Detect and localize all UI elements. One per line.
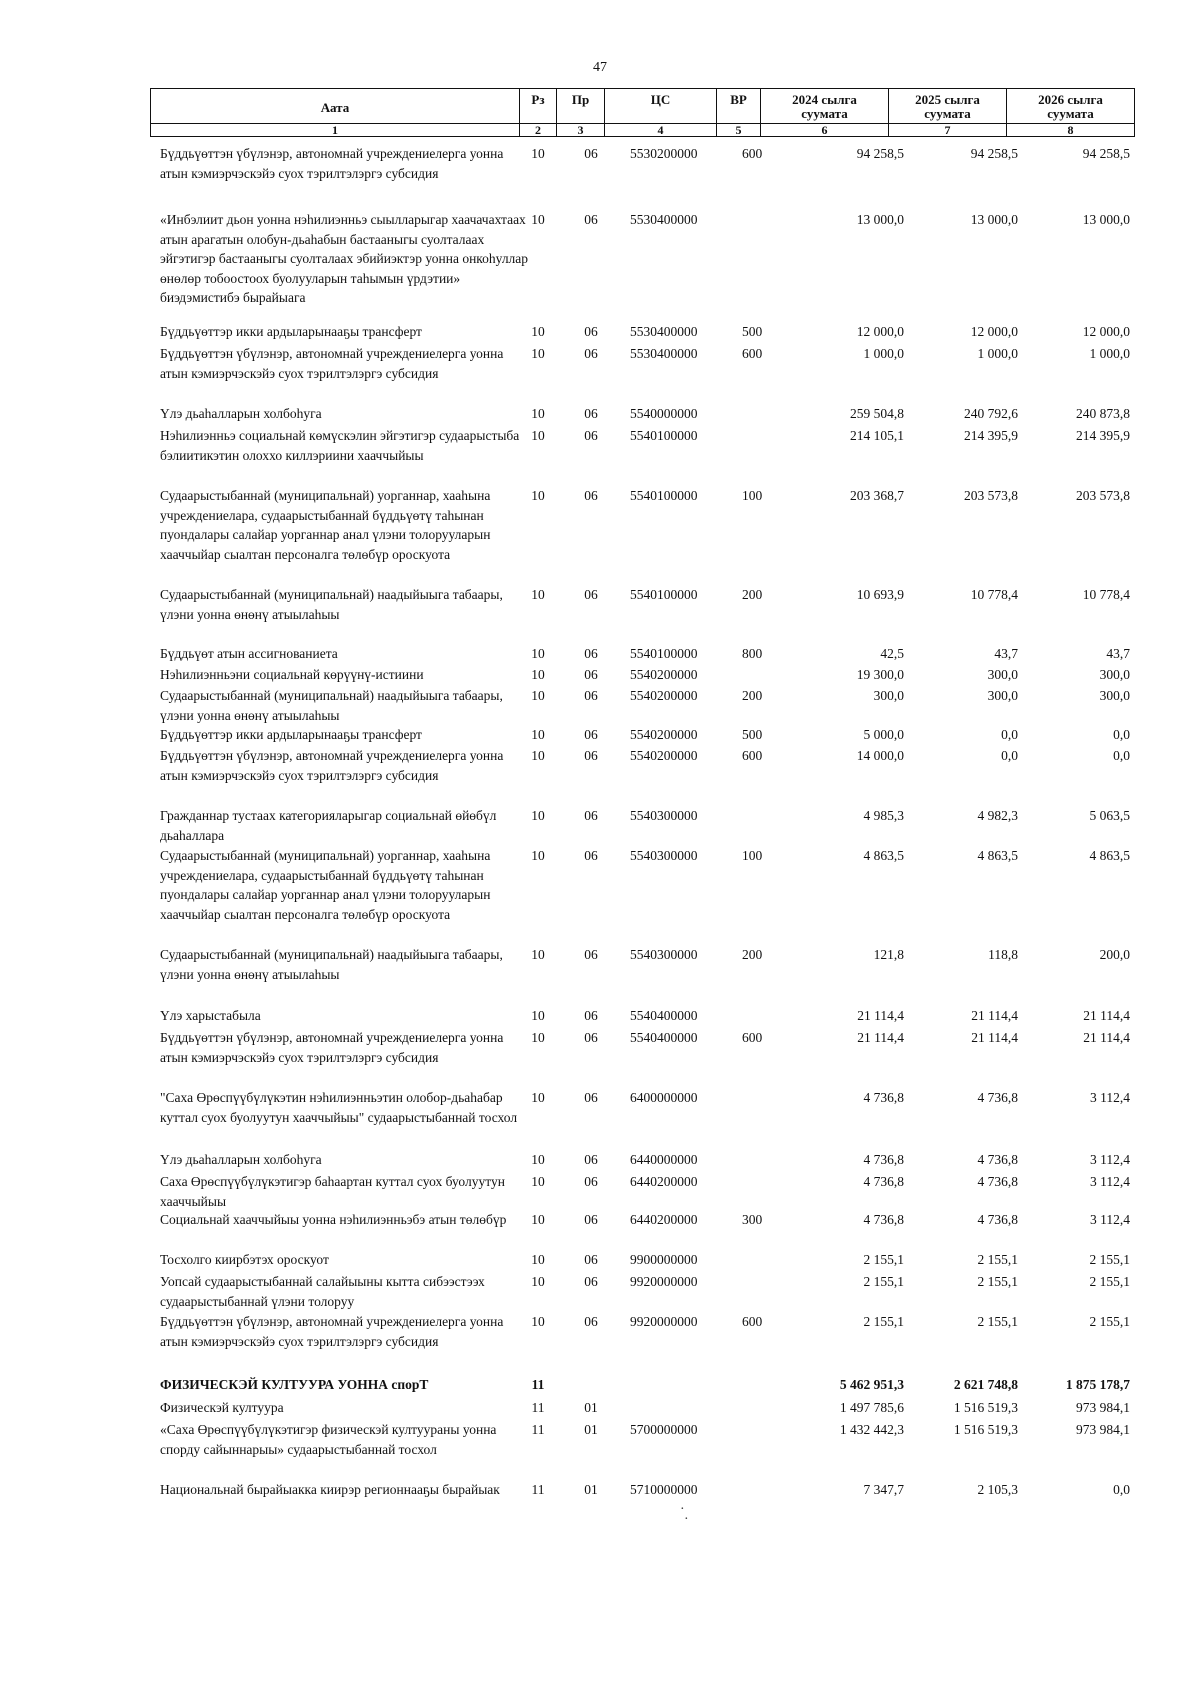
row-value-2025: 1 516 519,3 <box>953 1400 1018 1415</box>
row-value-2025: 118,8 <box>988 947 1018 962</box>
row-value-2026: 3 112,4 <box>1090 1212 1130 1227</box>
row-name: Бүддьүөттэн үбүлэнэр, автономнай учреждениелерга уонна атын кэмиэрчэскэйэ суох тэрилтэлэргэ субсидия <box>160 146 504 181</box>
row-rz: 10 <box>531 748 545 763</box>
header-col-1: Аата 1 <box>151 89 519 136</box>
row-value-2024: 2 155,1 <box>863 1252 904 1267</box>
row-value-2025: 4 982,3 <box>977 808 1018 823</box>
row-vr: 300 <box>742 1212 763 1227</box>
row-value-2024: 2 155,1 <box>863 1274 904 1289</box>
row-name: Бүддьүөттэн үбүлэнэр, автономнай учреждениелерга уонна атын кэмиэрчэскэйэ суох тэрилтэлэргэ субсидия <box>160 1314 504 1349</box>
row-pr: 06 <box>584 1212 598 1227</box>
row-cs: 5540200000 <box>630 748 698 763</box>
row-rz: 10 <box>531 646 545 661</box>
row-pr: 01 <box>584 1482 598 1497</box>
row-cs: 6440200000 <box>630 1174 698 1189</box>
row-value-2025: 300,0 <box>987 667 1018 682</box>
row-value-2024: 21 114,4 <box>857 1030 904 1045</box>
row-cs: 5540300000 <box>630 947 698 962</box>
row-value-2025: 4 736,8 <box>977 1152 1018 1167</box>
row-name: Гражданнар тустаах категорияларыгар социальнай өйөбүл дьаһаллара <box>160 808 497 843</box>
row-pr: 06 <box>584 727 598 742</box>
header-col-8: 2026 сылга суумата 8 <box>1006 89 1134 136</box>
row-vr: 600 <box>742 1314 763 1329</box>
row-pr: 06 <box>584 1252 598 1267</box>
row-pr: 06 <box>584 146 598 161</box>
row-value-2025: 13 000,0 <box>970 212 1018 227</box>
row-value-2025: 0,0 <box>1001 727 1018 742</box>
row-value-2026: 43,7 <box>1106 646 1130 661</box>
row-pr: 06 <box>584 848 598 863</box>
row-pr: 06 <box>584 748 598 763</box>
row-vr: 800 <box>742 646 763 661</box>
row-name: Бүддьүөттэн үбүлэнэр, автономнай учреждениелерга уонна атын кэмиэрчэскэйэ суох тэрилтэлэргэ субсидия <box>160 748 504 783</box>
row-rz: 10 <box>531 346 545 361</box>
row-rz: 10 <box>531 1090 545 1105</box>
row-cs: 5540400000 <box>630 1008 698 1023</box>
row-cs: 5540100000 <box>630 488 698 503</box>
row-value-2024: 214 105,1 <box>850 428 904 443</box>
row-cs: 5530200000 <box>630 146 698 161</box>
row-rz: 10 <box>531 667 545 682</box>
row-value-2024: 14 000,0 <box>856 748 904 763</box>
row-pr: 06 <box>584 688 598 703</box>
row-value-2025: 4 736,8 <box>977 1212 1018 1227</box>
row-value-2024: 300,0 <box>873 688 904 703</box>
row-vr: 500 <box>742 727 763 742</box>
row-value-2024: 5 462 951,3 <box>839 1377 904 1392</box>
row-rz: 10 <box>531 587 545 602</box>
row-cs: 9920000000 <box>630 1274 698 1289</box>
row-vr: 600 <box>742 346 763 361</box>
row-value-2024: 4 736,8 <box>863 1090 904 1105</box>
row-value-2025: 1 000,0 <box>977 346 1018 361</box>
row-rz: 10 <box>531 1212 545 1227</box>
row-value-2026: 21 114,4 <box>1083 1008 1130 1023</box>
row-name: Нэһилиэнньэ социальнай көмүскэлин эйгэтигэр судаарыстыба бэлиитикэтин олоххо киллэриини хааччыйыы <box>160 428 520 463</box>
row-value-2026: 200,0 <box>1099 947 1130 962</box>
row-name: Саха Өрөспүүбүлүкэтигэр баһаартан куттал суох буолуутун хааччыйыы <box>160 1174 505 1209</box>
row-value-2025: 2 155,1 <box>977 1252 1018 1267</box>
row-name: Национальнай бырайыакка киирэр регионнааҕы бырайыак <box>160 1482 500 1497</box>
row-rz: 10 <box>531 1152 545 1167</box>
row-value-2024: 1 497 785,6 <box>839 1400 904 1415</box>
row-name: Уопсай судаарыстыбаннай салайыыны кытта сибээстээх судаарыстыбаннай үлэни толоруу <box>160 1274 485 1309</box>
row-cs: 6400000000 <box>630 1090 698 1105</box>
row-value-2025: 2 155,1 <box>977 1274 1018 1289</box>
row-value-2025: 214 395,9 <box>964 428 1018 443</box>
row-value-2026: 13 000,0 <box>1082 212 1130 227</box>
row-name: Бүддьүөттэн үбүлэнэр, автономнай учреждениелерга уонна атын кэмиэрчэскэйэ суох тэрилтэлэргэ субсидия <box>160 346 504 381</box>
row-value-2024: 259 504,8 <box>850 406 904 421</box>
row-rz: 11 <box>531 1377 545 1392</box>
row-name: Бүддьүөттэн үбүлэнэр, автономнай учреждениелерга уонна атын кэмиэрчэскэйэ суох тэрилтэлэргэ субсидия <box>160 1030 504 1065</box>
row-value-2026: 4 863,5 <box>1089 848 1130 863</box>
row-pr: 01 <box>584 1400 598 1415</box>
scan-mark: · <box>680 1502 685 1517</box>
row-cs: 9900000000 <box>630 1252 698 1267</box>
row-value-2024: 4 736,8 <box>863 1212 904 1227</box>
row-value-2026: 2 155,1 <box>1089 1274 1130 1289</box>
row-value-2024: 2 155,1 <box>863 1314 904 1329</box>
row-cs: 5530400000 <box>630 212 698 227</box>
row-value-2026: 10 778,4 <box>1082 587 1130 602</box>
row-value-2024: 4 736,8 <box>863 1174 904 1189</box>
row-value-2025: 4 736,8 <box>977 1090 1018 1105</box>
row-value-2025: 2 155,1 <box>977 1314 1018 1329</box>
row-pr: 06 <box>584 324 598 339</box>
row-value-2025: 4 736,8 <box>977 1174 1018 1189</box>
row-value-2025: 43,7 <box>994 646 1018 661</box>
row-pr: 06 <box>584 488 598 503</box>
row-value-2024: 4 863,5 <box>863 848 904 863</box>
row-pr: 06 <box>584 646 598 661</box>
row-rz: 10 <box>531 428 545 443</box>
row-value-2026: 94 258,5 <box>1082 146 1130 161</box>
header-col-5: ВР 5 <box>716 89 760 136</box>
header-col-2: Рз 2 <box>519 89 556 136</box>
row-value-2024: 5 000,0 <box>863 727 904 742</box>
row-pr: 06 <box>584 808 598 823</box>
row-value-2024: 1 000,0 <box>863 346 904 361</box>
row-rz: 10 <box>531 324 545 339</box>
row-pr: 06 <box>584 428 598 443</box>
row-vr: 500 <box>742 324 763 339</box>
row-value-2025: 21 114,4 <box>971 1030 1018 1045</box>
row-rz: 10 <box>531 406 545 421</box>
row-value-2026: 300,0 <box>1099 688 1130 703</box>
row-value-2025: 240 792,6 <box>964 406 1018 421</box>
row-vr: 600 <box>742 1030 763 1045</box>
row-cs: 5540200000 <box>630 727 698 742</box>
row-rz: 11 <box>531 1400 545 1415</box>
row-value-2026: 3 112,4 <box>1090 1174 1130 1189</box>
row-value-2026: 1 000,0 <box>1089 346 1130 361</box>
row-value-2024: 10 693,9 <box>856 587 904 602</box>
scan-mark: · <box>684 1512 689 1527</box>
header-col-4: ЦС 4 <box>604 89 716 136</box>
row-value-2026: 203 573,8 <box>1076 488 1130 503</box>
row-rz: 10 <box>531 688 545 703</box>
row-name: Тосхолго киирбэтэх ороскуот <box>160 1252 329 1267</box>
row-name: Нэһилиэнньэни социальнай көрүүнү-истиини <box>160 667 424 682</box>
row-value-2026: 3 112,4 <box>1090 1152 1130 1167</box>
row-value-2024: 1 432 442,3 <box>839 1422 904 1437</box>
row-name: Судаарыстыбаннай (муниципальнай) уорганнар, хааһына учреждениелара, судаарыстыбаннай бүддьүөтү таһынан пуондалары салайар уорганнар анал үлэни толорууларын хааччыйар сыалтан персоналга төлөбүр ороскуота <box>160 488 491 562</box>
row-value-2026: 12 000,0 <box>1082 324 1130 339</box>
row-value-2025: 4 863,5 <box>977 848 1018 863</box>
row-cs: 5540400000 <box>630 1030 698 1045</box>
row-cs: 5540200000 <box>630 688 698 703</box>
row-value-2025: 12 000,0 <box>970 324 1018 339</box>
row-pr: 06 <box>584 1174 598 1189</box>
row-value-2026: 214 395,9 <box>1076 428 1130 443</box>
row-value-2025: 21 114,4 <box>971 1008 1018 1023</box>
row-value-2026: 0,0 <box>1113 1482 1130 1497</box>
row-name: Физическэй култуура <box>160 1400 284 1415</box>
row-value-2026: 973 984,1 <box>1076 1400 1130 1415</box>
row-pr: 06 <box>584 1008 598 1023</box>
row-name: Судаарыстыбаннай (муниципальнай) наадыйыыга табаары, үлэни уонна өнөнү атыылаһыы <box>160 947 503 982</box>
row-pr: 06 <box>584 587 598 602</box>
row-pr: 06 <box>584 667 598 682</box>
row-pr: 06 <box>584 406 598 421</box>
row-vr: 600 <box>742 748 763 763</box>
header-col-3: Пр 3 <box>556 89 604 136</box>
row-value-2026: 1 875 178,7 <box>1065 1377 1130 1392</box>
row-pr: 06 <box>584 1274 598 1289</box>
row-cs: 5700000000 <box>630 1422 698 1437</box>
row-name: Үлэ харыстабыла <box>160 1008 261 1023</box>
row-cs: 5540100000 <box>630 587 698 602</box>
row-value-2024: 4 736,8 <box>863 1152 904 1167</box>
row-rz: 10 <box>531 488 545 503</box>
row-rz: 10 <box>531 146 545 161</box>
row-value-2024: 12 000,0 <box>856 324 904 339</box>
row-name: "Саха Өрөспүүбүлүкэтин нэһилиэнньэтин олобор-дьаһабар куттал суох буолуутун хааччыйыы" судаарыстыбаннай тосхол <box>160 1090 518 1125</box>
row-value-2026: 0,0 <box>1113 727 1130 742</box>
row-value-2025: 1 516 519,3 <box>953 1422 1018 1437</box>
row-value-2026: 2 155,1 <box>1089 1314 1130 1329</box>
row-pr: 06 <box>584 212 598 227</box>
row-cs: 5540300000 <box>630 808 698 823</box>
row-rz: 10 <box>531 808 545 823</box>
row-rz: 10 <box>531 1274 545 1289</box>
row-name: Судаарыстыбаннай (муниципальнай) наадыйыыга табаары, үлэни уонна өнөнү атыылаһыы <box>160 688 503 723</box>
row-cs: 5540300000 <box>630 848 698 863</box>
row-name: Судаарыстыбаннай (муниципальнай) наадыйыыга табаары, үлэни уонна өнөнү атыылаһыы <box>160 587 503 622</box>
row-rz: 11 <box>531 1422 545 1437</box>
row-vr: 200 <box>742 947 763 962</box>
row-value-2024: 94 258,5 <box>856 146 904 161</box>
row-name: Бүддьүөттэр икки ардыларынааҕы трансферт <box>160 727 422 742</box>
row-vr: 600 <box>742 146 763 161</box>
row-cs: 5530400000 <box>630 346 698 361</box>
row-rz: 11 <box>531 1482 545 1497</box>
row-cs: 5530400000 <box>630 324 698 339</box>
row-rz: 10 <box>531 1008 545 1023</box>
row-vr: 100 <box>742 848 763 863</box>
row-name: «Саха Өрөспүүбүлүкэтигэр физическэй култуураны уонна спорду сайыннарыы» судаарыстыбаннай тосхол <box>160 1422 497 1457</box>
row-value-2026: 5 063,5 <box>1089 808 1130 823</box>
row-name: Үлэ дьаһалларын холбоһуга <box>160 1152 322 1167</box>
row-value-2024: 19 300,0 <box>856 667 904 682</box>
row-cs: 5540100000 <box>630 428 698 443</box>
row-name: ФИЗИЧЕСКЭЙ КУЛТУУРА УОННА спорТ <box>160 1377 429 1392</box>
header-col-6: 2024 сылга суумата 6 <box>760 89 888 136</box>
row-name: Үлэ дьаһалларын холбоһуга <box>160 406 322 421</box>
row-value-2025: 0,0 <box>1001 748 1018 763</box>
row-value-2026: 3 112,4 <box>1090 1090 1130 1105</box>
row-rz: 10 <box>531 848 545 863</box>
row-cs: 6440200000 <box>630 1212 698 1227</box>
row-value-2025: 203 573,8 <box>964 488 1018 503</box>
row-value-2025: 2 621 748,8 <box>953 1377 1018 1392</box>
row-cs: 5540200000 <box>630 667 698 682</box>
row-cs: 5710000000 <box>630 1482 698 1497</box>
row-vr: 100 <box>742 488 763 503</box>
row-value-2025: 10 778,4 <box>970 587 1018 602</box>
row-pr: 06 <box>584 947 598 962</box>
row-rz: 10 <box>531 1314 545 1329</box>
row-value-2026: 21 114,4 <box>1083 1030 1130 1045</box>
row-pr: 06 <box>584 1030 598 1045</box>
row-value-2026: 0,0 <box>1113 748 1130 763</box>
row-vr: 200 <box>742 587 763 602</box>
row-value-2026: 2 155,1 <box>1089 1252 1130 1267</box>
row-value-2026: 240 873,8 <box>1076 406 1130 421</box>
row-name: Бүддьүөттэр икки ардыларынааҕы трансферт <box>160 324 422 339</box>
row-pr: 06 <box>584 1152 598 1167</box>
row-rz: 10 <box>531 727 545 742</box>
row-vr: 200 <box>742 688 763 703</box>
row-name: «Инбэлиит дьон уонна нэһилиэнньэ сыылларыгар хаачачахтаах атын арагатын олобун-дьаһабын бастааныгы суолталаах эйгэтигэр бастааныгы суолталаах эбийиэктэр уонна онкоһуллар өнөлөр тобоостоох буолууларын таһымын үрдэтии» биэдэмистибэ бырайыага <box>160 212 529 305</box>
row-value-2024: 21 114,4 <box>857 1008 904 1023</box>
header-col-7: 2025 сылга суумата 7 <box>888 89 1006 136</box>
page-number: 47 <box>593 60 607 75</box>
row-name: Бүддьүөт атын ассигнованиета <box>160 646 338 661</box>
row-value-2026: 973 984,1 <box>1076 1422 1130 1437</box>
row-cs: 9920000000 <box>630 1314 698 1329</box>
row-value-2025: 300,0 <box>987 688 1018 703</box>
row-value-2026: 300,0 <box>1099 667 1130 682</box>
row-rz: 10 <box>531 1252 545 1267</box>
row-rz: 10 <box>531 1174 545 1189</box>
row-value-2025: 2 105,3 <box>977 1482 1018 1497</box>
row-value-2024: 121,8 <box>873 947 904 962</box>
row-pr: 06 <box>584 346 598 361</box>
row-value-2025: 94 258,5 <box>970 146 1018 161</box>
row-name: Социальнай хааччыйыы уонна нэһилиэнньэбэ атын төлөбүр <box>160 1212 507 1227</box>
row-rz: 10 <box>531 947 545 962</box>
row-rz: 10 <box>531 1030 545 1045</box>
row-pr: 01 <box>584 1422 598 1437</box>
row-cs: 6440000000 <box>630 1152 698 1167</box>
row-value-2024: 203 368,7 <box>850 488 904 503</box>
row-name: Судаарыстыбаннай (муниципальнай) уорганнар, хааһына учреждениелара, судаарыстыбаннай бүддьүөтү таһынан пуондалары салайар уорганнар анал үлэни толорууларын хааччыйар сыалтан персоналга төлөбүр ороскуота <box>160 848 491 922</box>
row-cs: 5540000000 <box>630 406 698 421</box>
row-pr: 06 <box>584 1314 598 1329</box>
row-pr: 06 <box>584 1090 598 1105</box>
row-value-2024: 42,5 <box>880 646 904 661</box>
row-rz: 10 <box>531 212 545 227</box>
row-cs: 5540100000 <box>630 646 698 661</box>
row-value-2024: 7 347,7 <box>863 1482 904 1497</box>
row-value-2024: 13 000,0 <box>856 212 904 227</box>
row-value-2024: 4 985,3 <box>863 808 904 823</box>
